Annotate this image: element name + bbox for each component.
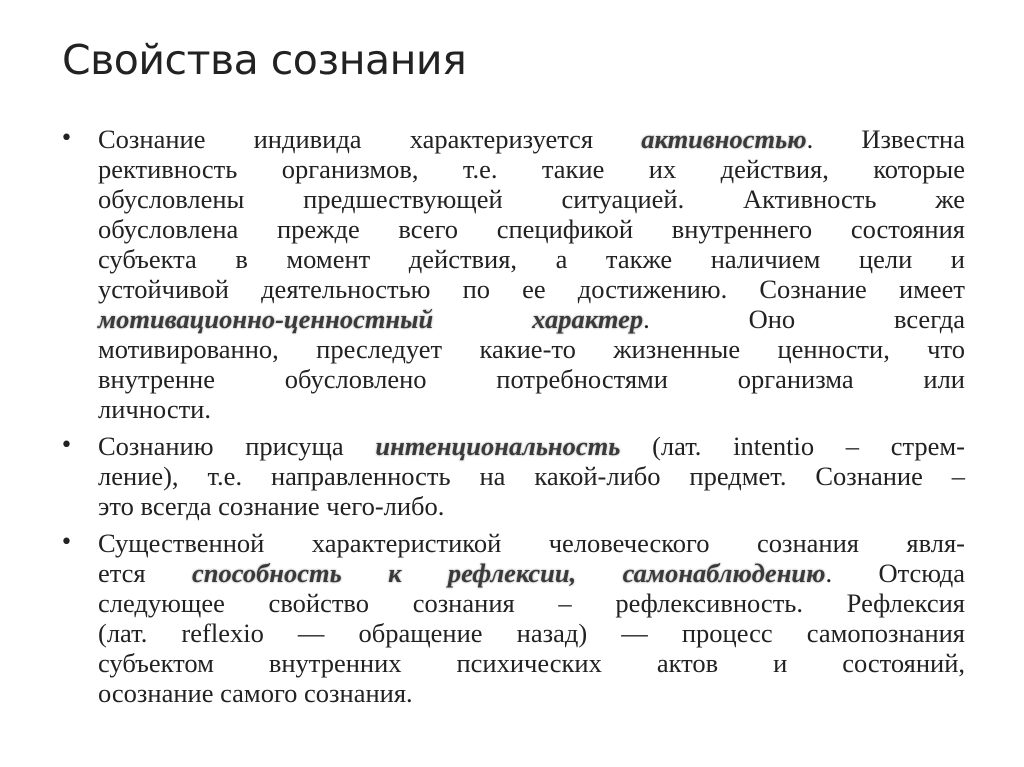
bullet-item (60, 528, 965, 708)
text-line: ется способность к рефлексии, самонаблюдению. Отсюда (98, 558, 965, 588)
text-line: личности. (98, 394, 211, 424)
text-line: обусловлены предшествующей ситуацией. Активность же (98, 184, 965, 214)
text-line: (лат. reflexio — обращение назад) — процесс самопознания (98, 618, 965, 648)
text-line: субъектом внутренних психических актов и состояний, (98, 648, 965, 678)
text-line: Сознание индивида характеризуется активностью. Известна (98, 124, 965, 154)
bullet-marker: • (60, 530, 73, 555)
text-line: ление), т.е. направленность на какой-либо предмет. Сознание – (98, 461, 965, 491)
text-line: рективность организмов, т.е. такие их действия, которые (98, 154, 965, 184)
text-line: обусловлена прежде всего спецификой внутреннего состояния (98, 214, 965, 244)
highlighted-term: активностью (641, 124, 807, 154)
bullet-marker: • (60, 126, 73, 151)
bullet-marker: • (60, 433, 73, 458)
bullet-item (60, 124, 965, 424)
text-line: Существенной характеристикой человеческого сознания явля- (98, 528, 965, 558)
text-line: осознание самого сознания. (98, 678, 413, 708)
highlighted-term: способность к рефлексии, самонаблюдению (191, 558, 826, 588)
text-line: устойчивой деятельностью по ее достижению. Сознание имеет (98, 274, 965, 304)
text-line: Сознанию присуща интенциональность (лат. intentio – стрем- (98, 431, 965, 461)
bullet-list (60, 124, 965, 715)
text-line: следующее свойство сознания – рефлексивность. Рефлексия (98, 588, 965, 618)
text-line: мотивированно, преследует какие-то жизненные ценности, что (98, 334, 965, 364)
text-line: мотивационно-ценностный характер. Оно всегда (98, 304, 965, 334)
text-line: это всегда сознание чего-либо. (98, 491, 445, 521)
highlighted-term: интенциональность (375, 431, 621, 461)
text-line: внутренне обусловлено потребностями организма или (98, 364, 965, 394)
slide-title: Свойства сознания (62, 36, 467, 84)
text-line: субъекта в момент действия, а также наличием цели и (98, 244, 965, 274)
bullet-item (60, 431, 965, 521)
highlighted-term: мотивационно-ценностный характер (98, 304, 644, 334)
